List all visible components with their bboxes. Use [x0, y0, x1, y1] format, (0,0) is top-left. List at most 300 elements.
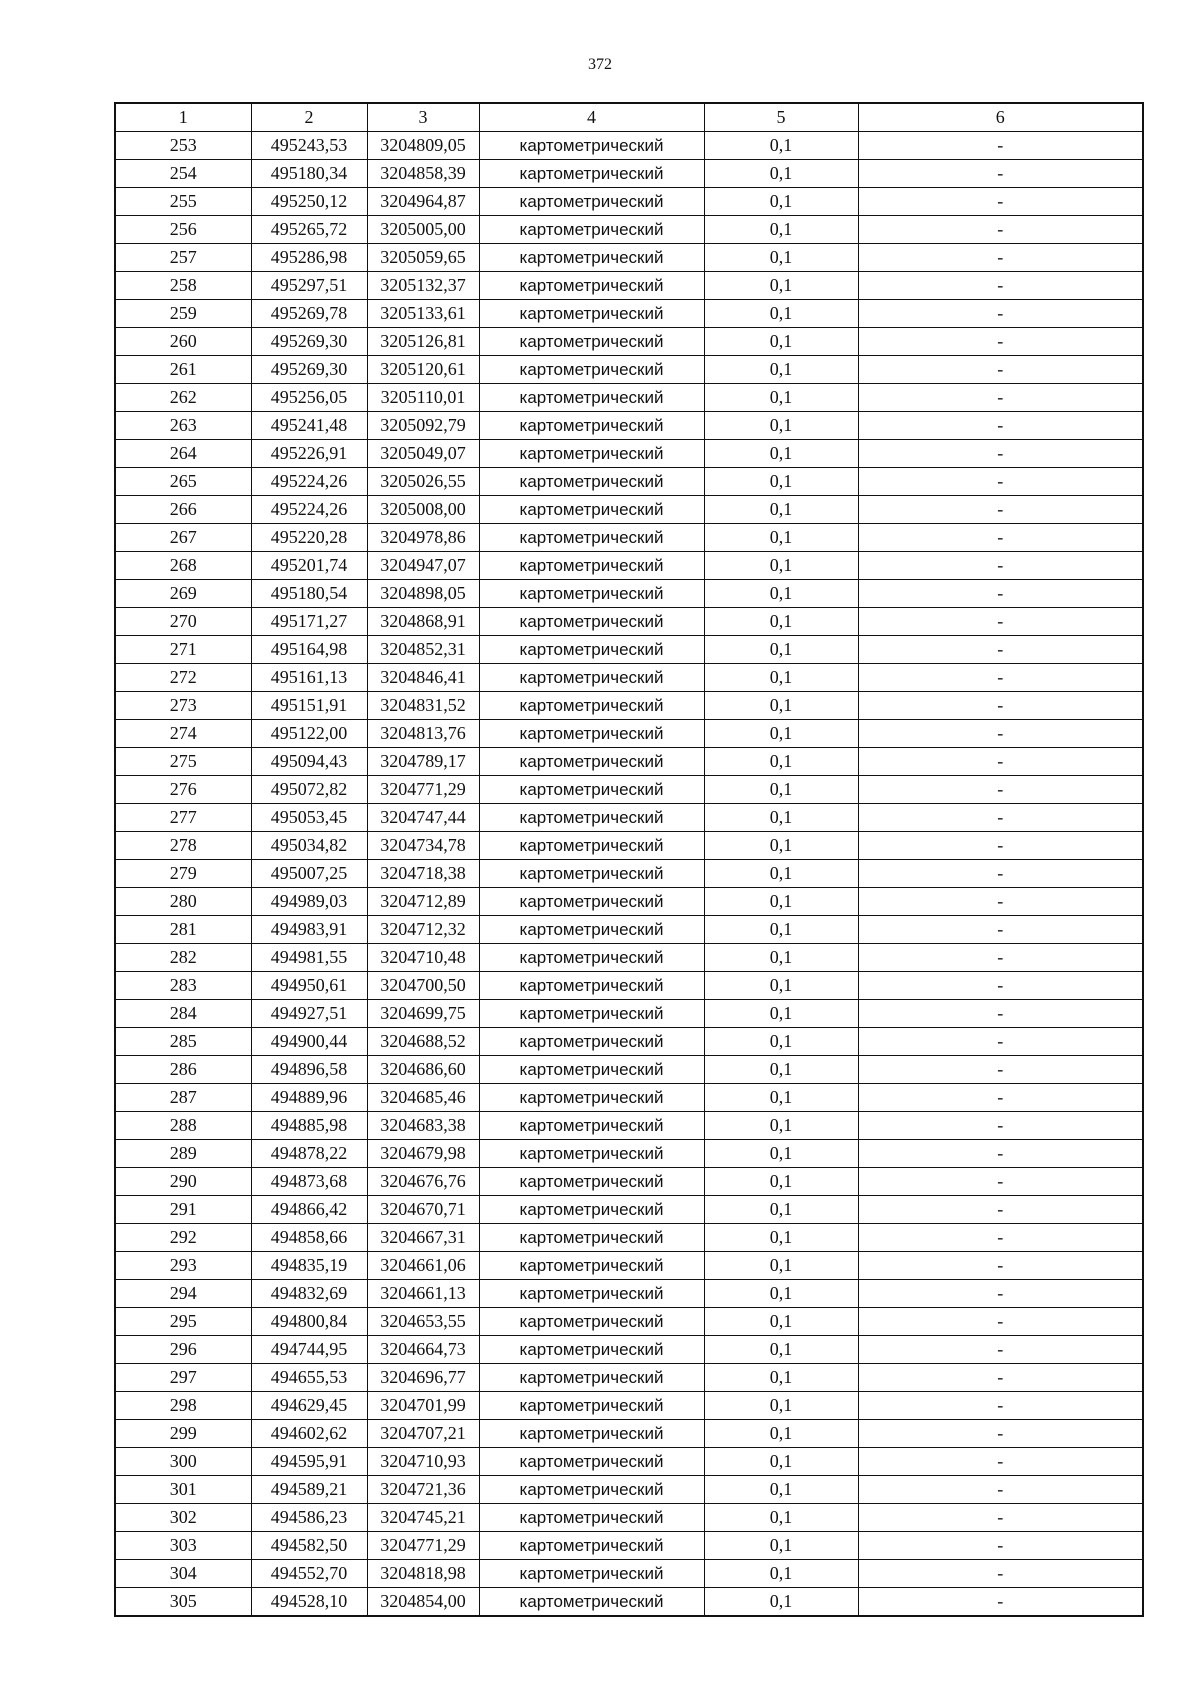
note-cell: -: [858, 720, 1143, 748]
y-coordinate-cell: 3205132,37: [367, 272, 479, 300]
accuracy-cell: 0,1: [704, 692, 858, 720]
y-coordinate-cell: 3205110,01: [367, 384, 479, 412]
x-coordinate-cell: 494927,51: [251, 1000, 367, 1028]
point-number-cell: 279: [115, 860, 251, 888]
accuracy-cell: 0,1: [704, 160, 858, 188]
point-number-cell: 296: [115, 1336, 251, 1364]
accuracy-cell: 0,1: [704, 1532, 858, 1560]
note-cell: -: [858, 1532, 1143, 1560]
x-coordinate-cell: 495269,78: [251, 300, 367, 328]
note-cell: -: [858, 356, 1143, 384]
note-cell: -: [858, 944, 1143, 972]
table-row: [115, 1504, 1143, 1532]
accuracy-cell: 0,1: [704, 1168, 858, 1196]
point-number-cell: 277: [115, 804, 251, 832]
table-row: [115, 944, 1143, 972]
note-cell: -: [858, 1504, 1143, 1532]
y-coordinate-cell: 3205059,65: [367, 244, 479, 272]
method-cell: картометрический: [479, 1448, 704, 1476]
table-row: [115, 636, 1143, 664]
x-coordinate-cell: 494586,23: [251, 1504, 367, 1532]
y-coordinate-cell: 3204718,38: [367, 860, 479, 888]
x-coordinate-cell: 494900,44: [251, 1028, 367, 1056]
table-row: [115, 1448, 1143, 1476]
table-row: [115, 804, 1143, 832]
table-row: [115, 1196, 1143, 1224]
accuracy-cell: 0,1: [704, 1476, 858, 1504]
table-row: [115, 552, 1143, 580]
x-coordinate-cell: 494983,91: [251, 916, 367, 944]
point-number-cell: 257: [115, 244, 251, 272]
point-number-cell: 290: [115, 1168, 251, 1196]
accuracy-cell: 0,1: [704, 1420, 858, 1448]
note-cell: -: [858, 524, 1143, 552]
x-coordinate-cell: 495226,91: [251, 440, 367, 468]
accuracy-cell: 0,1: [704, 1560, 858, 1588]
point-number-cell: 276: [115, 776, 251, 804]
point-number-cell: 284: [115, 1000, 251, 1028]
table-row: [115, 496, 1143, 524]
y-coordinate-cell: 3204747,44: [367, 804, 479, 832]
point-number-cell: 275: [115, 748, 251, 776]
note-cell: -: [858, 384, 1143, 412]
note-cell: -: [858, 1000, 1143, 1028]
x-coordinate-cell: 495171,27: [251, 608, 367, 636]
note-cell: -: [858, 272, 1143, 300]
method-cell: картометрический: [479, 1420, 704, 1448]
table-row: [115, 1224, 1143, 1252]
note-cell: -: [858, 1280, 1143, 1308]
note-cell: -: [858, 1112, 1143, 1140]
y-coordinate-cell: 3204686,60: [367, 1056, 479, 1084]
y-coordinate-cell: 3204831,52: [367, 692, 479, 720]
table-row: [115, 972, 1143, 1000]
y-coordinate-cell: 3204809,05: [367, 132, 479, 160]
table-row: [115, 580, 1143, 608]
accuracy-cell: 0,1: [704, 244, 858, 272]
method-cell: картометрический: [479, 776, 704, 804]
method-cell: картометрический: [479, 1308, 704, 1336]
table-row: [115, 1588, 1143, 1617]
point-number-cell: 264: [115, 440, 251, 468]
y-coordinate-cell: 3204661,13: [367, 1280, 479, 1308]
accuracy-cell: 0,1: [704, 1392, 858, 1420]
method-cell: картометрический: [479, 1252, 704, 1280]
note-cell: -: [858, 804, 1143, 832]
point-number-cell: 282: [115, 944, 251, 972]
note-cell: -: [858, 748, 1143, 776]
table-row: [115, 888, 1143, 916]
method-cell: картометрический: [479, 720, 704, 748]
y-coordinate-cell: 3204670,71: [367, 1196, 479, 1224]
method-cell: картометрический: [479, 1140, 704, 1168]
method-cell: картометрический: [479, 1084, 704, 1112]
x-coordinate-cell: 494655,53: [251, 1364, 367, 1392]
accuracy-cell: 0,1: [704, 1084, 858, 1112]
point-number-cell: 258: [115, 272, 251, 300]
x-coordinate-cell: 494878,22: [251, 1140, 367, 1168]
table-row: [115, 356, 1143, 384]
note-cell: -: [858, 1168, 1143, 1196]
point-number-cell: 289: [115, 1140, 251, 1168]
table-row: [115, 188, 1143, 216]
accuracy-cell: 0,1: [704, 1056, 858, 1084]
note-cell: -: [858, 1364, 1143, 1392]
accuracy-cell: 0,1: [704, 776, 858, 804]
x-coordinate-cell: 495250,12: [251, 188, 367, 216]
method-cell: картометрический: [479, 916, 704, 944]
note-cell: -: [858, 440, 1143, 468]
point-number-cell: 271: [115, 636, 251, 664]
x-coordinate-cell: 495224,26: [251, 496, 367, 524]
note-cell: -: [858, 1028, 1143, 1056]
y-coordinate-cell: 3204852,31: [367, 636, 479, 664]
accuracy-cell: 0,1: [704, 1280, 858, 1308]
table-row: [115, 1476, 1143, 1504]
note-cell: -: [858, 1560, 1143, 1588]
note-cell: -: [858, 1224, 1143, 1252]
method-cell: картометрический: [479, 1532, 704, 1560]
note-cell: -: [858, 132, 1143, 160]
x-coordinate-cell: 494896,58: [251, 1056, 367, 1084]
x-coordinate-cell: 494589,21: [251, 1476, 367, 1504]
accuracy-cell: 0,1: [704, 860, 858, 888]
table-row: [115, 468, 1143, 496]
method-cell: картометрический: [479, 1280, 704, 1308]
table-row: [115, 664, 1143, 692]
method-cell: картометрический: [479, 1364, 704, 1392]
accuracy-cell: 0,1: [704, 804, 858, 832]
point-number-cell: 285: [115, 1028, 251, 1056]
point-number-cell: 294: [115, 1280, 251, 1308]
accuracy-cell: 0,1: [704, 1448, 858, 1476]
accuracy-cell: 0,1: [704, 636, 858, 664]
point-number-cell: 298: [115, 1392, 251, 1420]
y-coordinate-cell: 3204964,87: [367, 188, 479, 216]
column-header: 6: [858, 103, 1143, 132]
accuracy-cell: 0,1: [704, 412, 858, 440]
point-number-cell: 255: [115, 188, 251, 216]
method-cell: картометрический: [479, 552, 704, 580]
table-row: [115, 132, 1143, 160]
y-coordinate-cell: 3204679,98: [367, 1140, 479, 1168]
note-cell: -: [858, 188, 1143, 216]
point-number-cell: 263: [115, 412, 251, 440]
method-cell: картометрический: [479, 1056, 704, 1084]
y-coordinate-cell: 3204947,07: [367, 552, 479, 580]
accuracy-cell: 0,1: [704, 1000, 858, 1028]
point-number-cell: 273: [115, 692, 251, 720]
method-cell: картометрический: [479, 972, 704, 1000]
y-coordinate-cell: 3204898,05: [367, 580, 479, 608]
accuracy-cell: 0,1: [704, 272, 858, 300]
coordinates-table: [114, 102, 1144, 1617]
method-cell: картометрический: [479, 1392, 704, 1420]
accuracy-cell: 0,1: [704, 1140, 858, 1168]
y-coordinate-cell: 3204676,76: [367, 1168, 479, 1196]
table-row: [115, 412, 1143, 440]
x-coordinate-cell: 494885,98: [251, 1112, 367, 1140]
x-coordinate-cell: 495243,53: [251, 132, 367, 160]
method-cell: картометрический: [479, 1504, 704, 1532]
y-coordinate-cell: 3204771,29: [367, 1532, 479, 1560]
y-coordinate-cell: 3204789,17: [367, 748, 479, 776]
table-row: [115, 692, 1143, 720]
x-coordinate-cell: 494602,62: [251, 1420, 367, 1448]
x-coordinate-cell: 495122,00: [251, 720, 367, 748]
method-cell: картометрический: [479, 524, 704, 552]
note-cell: -: [858, 1252, 1143, 1280]
table-row: [115, 860, 1143, 888]
x-coordinate-cell: 494800,84: [251, 1308, 367, 1336]
method-cell: картометрический: [479, 580, 704, 608]
table-row: [115, 244, 1143, 272]
y-coordinate-cell: 3204712,32: [367, 916, 479, 944]
note-cell: -: [858, 1420, 1143, 1448]
note-cell: -: [858, 1392, 1143, 1420]
note-cell: -: [858, 1308, 1143, 1336]
table-row: [115, 384, 1143, 412]
method-cell: картометрический: [479, 468, 704, 496]
y-coordinate-cell: 3204745,21: [367, 1504, 479, 1532]
y-coordinate-cell: 3204701,99: [367, 1392, 479, 1420]
accuracy-cell: 0,1: [704, 608, 858, 636]
table-row: [115, 1308, 1143, 1336]
x-coordinate-cell: 495007,25: [251, 860, 367, 888]
note-cell: -: [858, 1476, 1143, 1504]
method-cell: картометрический: [479, 216, 704, 244]
method-cell: картометрический: [479, 356, 704, 384]
method-cell: картометрический: [479, 496, 704, 524]
accuracy-cell: 0,1: [704, 580, 858, 608]
point-number-cell: 281: [115, 916, 251, 944]
method-cell: картометрический: [479, 440, 704, 468]
method-cell: картометрический: [479, 300, 704, 328]
x-coordinate-cell: 495256,05: [251, 384, 367, 412]
y-coordinate-cell: 3205133,61: [367, 300, 479, 328]
table-row: [115, 1056, 1143, 1084]
method-cell: картометрический: [479, 832, 704, 860]
table-row: [115, 1392, 1143, 1420]
table-row: [115, 1000, 1143, 1028]
point-number-cell: 272: [115, 664, 251, 692]
point-number-cell: 299: [115, 1420, 251, 1448]
note-cell: -: [858, 244, 1143, 272]
x-coordinate-cell: 495201,74: [251, 552, 367, 580]
y-coordinate-cell: 3205049,07: [367, 440, 479, 468]
table-row: [115, 1280, 1143, 1308]
table-header: [115, 103, 1143, 132]
x-coordinate-cell: 494629,45: [251, 1392, 367, 1420]
method-cell: картометрический: [479, 1560, 704, 1588]
x-coordinate-cell: 495034,82: [251, 832, 367, 860]
method-cell: картометрический: [479, 1588, 704, 1617]
method-cell: картометрический: [479, 944, 704, 972]
method-cell: картометрический: [479, 636, 704, 664]
y-coordinate-cell: 3204710,93: [367, 1448, 479, 1476]
x-coordinate-cell: 494866,42: [251, 1196, 367, 1224]
y-coordinate-cell: 3204858,39: [367, 160, 479, 188]
accuracy-cell: 0,1: [704, 496, 858, 524]
column-header: 1: [115, 103, 251, 132]
y-coordinate-cell: 3204721,36: [367, 1476, 479, 1504]
y-coordinate-cell: 3204664,73: [367, 1336, 479, 1364]
accuracy-cell: 0,1: [704, 384, 858, 412]
point-number-cell: 270: [115, 608, 251, 636]
accuracy-cell: 0,1: [704, 1252, 858, 1280]
table-row: [115, 832, 1143, 860]
y-coordinate-cell: 3204683,38: [367, 1112, 479, 1140]
y-coordinate-cell: 3205026,55: [367, 468, 479, 496]
accuracy-cell: 0,1: [704, 132, 858, 160]
x-coordinate-cell: 494528,10: [251, 1588, 367, 1617]
accuracy-cell: 0,1: [704, 1336, 858, 1364]
accuracy-cell: 0,1: [704, 1364, 858, 1392]
y-coordinate-cell: 3204818,98: [367, 1560, 479, 1588]
note-cell: -: [858, 888, 1143, 916]
x-coordinate-cell: 494873,68: [251, 1168, 367, 1196]
point-number-cell: 265: [115, 468, 251, 496]
point-number-cell: 301: [115, 1476, 251, 1504]
accuracy-cell: 0,1: [704, 1112, 858, 1140]
method-cell: картометрический: [479, 160, 704, 188]
point-number-cell: 269: [115, 580, 251, 608]
point-number-cell: 303: [115, 1532, 251, 1560]
table-row: [115, 1420, 1143, 1448]
x-coordinate-cell: 494858,66: [251, 1224, 367, 1252]
point-number-cell: 293: [115, 1252, 251, 1280]
note-cell: -: [858, 300, 1143, 328]
method-cell: картометрический: [479, 804, 704, 832]
y-coordinate-cell: 3205120,61: [367, 356, 479, 384]
method-cell: картометрический: [479, 384, 704, 412]
note-cell: -: [858, 216, 1143, 244]
point-number-cell: 300: [115, 1448, 251, 1476]
accuracy-cell: 0,1: [704, 188, 858, 216]
accuracy-cell: 0,1: [704, 552, 858, 580]
point-number-cell: 266: [115, 496, 251, 524]
point-number-cell: 304: [115, 1560, 251, 1588]
x-coordinate-cell: 495161,13: [251, 664, 367, 692]
table-row: [115, 300, 1143, 328]
x-coordinate-cell: 495151,91: [251, 692, 367, 720]
y-coordinate-cell: 3204868,91: [367, 608, 479, 636]
x-coordinate-cell: 495265,72: [251, 216, 367, 244]
method-cell: картометрический: [479, 188, 704, 216]
point-number-cell: 262: [115, 384, 251, 412]
point-number-cell: 297: [115, 1364, 251, 1392]
table-row: [115, 916, 1143, 944]
table-row: [115, 1336, 1143, 1364]
point-number-cell: 260: [115, 328, 251, 356]
y-coordinate-cell: 3204696,77: [367, 1364, 479, 1392]
y-coordinate-cell: 3204653,55: [367, 1308, 479, 1336]
method-cell: картометрический: [479, 244, 704, 272]
method-cell: картометрический: [479, 888, 704, 916]
y-coordinate-cell: 3204707,21: [367, 1420, 479, 1448]
point-number-cell: 295: [115, 1308, 251, 1336]
header-row: [115, 103, 1143, 132]
note-cell: -: [858, 1140, 1143, 1168]
note-cell: -: [858, 496, 1143, 524]
column-header: 2: [251, 103, 367, 132]
y-coordinate-cell: 3204685,46: [367, 1084, 479, 1112]
x-coordinate-cell: 495164,98: [251, 636, 367, 664]
accuracy-cell: 0,1: [704, 468, 858, 496]
x-coordinate-cell: 495297,51: [251, 272, 367, 300]
accuracy-cell: 0,1: [704, 356, 858, 384]
y-coordinate-cell: 3204734,78: [367, 832, 479, 860]
method-cell: картометрический: [479, 1168, 704, 1196]
table-row: [115, 1532, 1143, 1560]
accuracy-cell: 0,1: [704, 888, 858, 916]
method-cell: картометрический: [479, 412, 704, 440]
method-cell: картометрический: [479, 132, 704, 160]
point-number-cell: 256: [115, 216, 251, 244]
table-body: [115, 132, 1143, 1617]
accuracy-cell: 0,1: [704, 720, 858, 748]
table-row: [115, 216, 1143, 244]
x-coordinate-cell: 495053,45: [251, 804, 367, 832]
accuracy-cell: 0,1: [704, 972, 858, 1000]
note-cell: -: [858, 972, 1143, 1000]
point-number-cell: 287: [115, 1084, 251, 1112]
x-coordinate-cell: 494744,95: [251, 1336, 367, 1364]
y-coordinate-cell: 3204846,41: [367, 664, 479, 692]
method-cell: картометрический: [479, 860, 704, 888]
point-number-cell: 254: [115, 160, 251, 188]
y-coordinate-cell: 3204699,75: [367, 1000, 479, 1028]
note-cell: -: [858, 636, 1143, 664]
x-coordinate-cell: 494889,96: [251, 1084, 367, 1112]
y-coordinate-cell: 3204700,50: [367, 972, 479, 1000]
method-cell: картометрический: [479, 1336, 704, 1364]
method-cell: картометрический: [479, 1196, 704, 1224]
x-coordinate-cell: 494950,61: [251, 972, 367, 1000]
table-row: [115, 1140, 1143, 1168]
accuracy-cell: 0,1: [704, 664, 858, 692]
method-cell: картометрический: [479, 272, 704, 300]
x-coordinate-cell: 494835,19: [251, 1252, 367, 1280]
y-coordinate-cell: 3205126,81: [367, 328, 479, 356]
x-coordinate-cell: 494981,55: [251, 944, 367, 972]
y-coordinate-cell: 3204710,48: [367, 944, 479, 972]
column-header: 4: [479, 103, 704, 132]
y-coordinate-cell: 3204978,86: [367, 524, 479, 552]
x-coordinate-cell: 495269,30: [251, 356, 367, 384]
table-row: [115, 748, 1143, 776]
table-row: [115, 1028, 1143, 1056]
point-number-cell: 288: [115, 1112, 251, 1140]
y-coordinate-cell: 3204712,89: [367, 888, 479, 916]
point-number-cell: 267: [115, 524, 251, 552]
method-cell: картометрический: [479, 608, 704, 636]
point-number-cell: 283: [115, 972, 251, 1000]
note-cell: -: [858, 776, 1143, 804]
y-coordinate-cell: 3204813,76: [367, 720, 479, 748]
column-header: 5: [704, 103, 858, 132]
y-coordinate-cell: 3204667,31: [367, 1224, 479, 1252]
note-cell: -: [858, 692, 1143, 720]
accuracy-cell: 0,1: [704, 440, 858, 468]
accuracy-cell: 0,1: [704, 1504, 858, 1532]
point-number-cell: 253: [115, 132, 251, 160]
method-cell: картометрический: [479, 1000, 704, 1028]
table-row: [115, 1560, 1143, 1588]
x-coordinate-cell: 495072,82: [251, 776, 367, 804]
method-cell: картометрический: [479, 748, 704, 776]
note-cell: -: [858, 832, 1143, 860]
